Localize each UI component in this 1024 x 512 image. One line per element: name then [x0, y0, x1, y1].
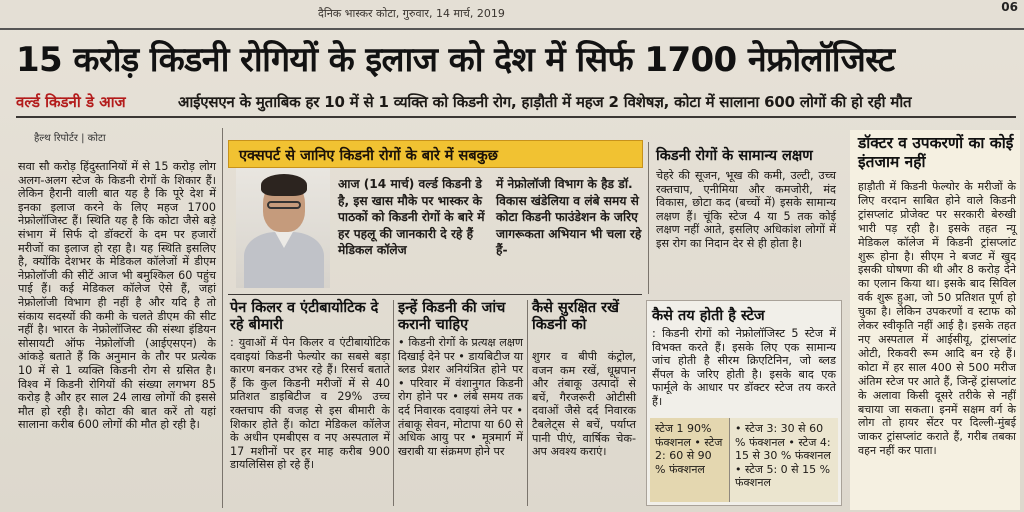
masthead-rule — [0, 28, 1024, 30]
pain-killer-body: : युवाओं में पेन किलर व एंटीबायोटिक दवाइयां किडनी फेल्योर का सबसे बड़ा कारण बनकर उभर रहे हैं। रिसर्च बताते हैं कि कुल किडनी मरीजों में से 40 प्रतिशत डाइबिटीज व 29% उच्च रक्तचाप की वजह से इस बीमारी के शिकार होते हैं। कोटा मेडिकल कॉलेज के अधीन एमबीएस व नए अस्पताल में 17 मशीनों पर हर माह करीब 900 डायलिसिस हो रहे हैं। — [230, 336, 390, 472]
column-divider — [222, 128, 223, 508]
safe-body: शुगर व बीपी कंट्रोल, वजन कम रखें, धूम्रपान और तंबाकू उत्पादों से बचें, गैरजरूरी ओटीसी दवाओं जैसे दर्द निवारक टैबलेट्स से बचें, पर्याप्त पानी पीएं, वार्षिक चेक-अप अवश्य कराएं। — [532, 350, 636, 459]
subheadline-rule — [16, 116, 1016, 118]
doctors-title: डॉक्टर व उपकरणों का कोई इंतजाम नहीं — [858, 134, 1014, 171]
pain-killer-section — [230, 300, 390, 472]
expert-intro-col2: में नेफ्रोलॉजी विभाग के हैड डॉ. विकास खंडेलिया व लंबे समय से कोटा किडनी फाउंडेशन के जरिए जागरूकता अभियान भी चला रहे हैं- — [496, 177, 642, 257]
stages-grid-left: स्टेज 1 90% फंक्शनल • स्टेज 2: 60 से 90 % फंक्शनल — [650, 418, 730, 502]
test-body: • किडनी रोगों के प्रत्यक्ष लक्षण दिखाई देने पर • डायबिटीज या ब्लड प्रेशर अनियंत्रित होने पर • परिवार में वंशानुगत किडनी रोग होने पर • लंबे समय तक दर्द निवारक दवाइयां लेने पर • तंबाकू सेवन, मोटापा या 60 से अधिक आयु पर • मूत्रमार्ग में खराबी या संक्रमण होने पर — [398, 336, 523, 458]
symptoms-section — [656, 148, 836, 251]
world-kidney-day-tag: वर्ल्ड किडनी डे आज — [16, 93, 126, 111]
stages-section — [652, 308, 836, 409]
main-headline: 15 करोड़ किडनी रोगियों के इलाज को देश में सिर्फ 1700 नेफ्रोलॉजिस्ट — [16, 40, 895, 80]
section-rule — [228, 294, 642, 295]
expert-photo — [236, 168, 330, 288]
stages-grid-right: • स्टेज 3: 30 से 60 % फंक्शनल • स्टेज 4: 15 से 30 % फंक्शनल • स्टेज 5: 0 से 15 % फंक्शनल — [730, 418, 838, 502]
stages-grid — [650, 418, 838, 502]
subheadline: आईएसएन के मुताबिक हर 10 में से 1 व्यक्ति को किडनी रोग, हाड़ौती में महज 2 विशेषज्ञ, कोटा में सालाना 600 लोगों की हो रही मौत — [178, 93, 912, 111]
symptoms-title: किडनी रोगों के सामान्य लक्षण — [656, 148, 813, 164]
expert-banner: एक्सपर्ट से जानिए किडनी रोगों के बारे में सबकुछ — [228, 140, 643, 168]
byline: हैल्थ रिपोर्टर | कोटा — [34, 133, 106, 144]
column-divider — [527, 300, 528, 506]
column-divider — [648, 142, 649, 294]
expert-intro-col1: आज (14 मार्च) वर्ल्ड किडनी डे है, इस खास मौके पर भास्कर के पाठकों को किडनी रोगों के बारे में हर पहलू की जानकारी दे रहे हैं मेडिकल कॉलेज — [338, 177, 485, 257]
masthead-dateline: दैनिक भास्कर कोटा, गुरुवार, 14 मार्च, 2019 — [318, 7, 505, 20]
page-number: 06 — [1001, 0, 1018, 14]
doctors-body: हाड़ौती में किडनी फेल्योर के मरीजों के लिए वरदान साबित होने वाले किडनी ट्रांसप्लांट प्रोजेक्ट पर सरकारी बेरुखी भारी पड़ रही है। इसके तहत न्यू मेडिकल कॉलेज में किडनी ट्रांसप्लांट शुरू होना है। सीएम ने बजट में खुद इसकी घोषणा की थी और 8 करोड़ देने का एलान किया था। इसके बाद सिविल वर्क शुरू हुआ, जो 50 प्रतिशत पूर्ण हो चुका है। लेकिन उपकरणों व स्टाफ को लेकर स्वीकृति नहीं आई है। इसके तहत नए अस्पताल में आईसीयू, ट्रांसप्लांट ओटी, रिकवरी रूम आदि बन रहे हैं। कोटा में हर साल 400 से 500 मरीज अंतिम स्टेज पर आते हैं, जिन्हें ट्रांसप्लांट के अलावा किसी दूसरे तरीके से नहीं बचाया जा सकता। इनमें सक्षम वर्ग के लोग तो हायर सेंटर पर दिल्ली-मुंबई जाकर ट्रांसप्लांट कराते हैं, गरीब तबका वहन नहीं कर पाता। — [858, 180, 1016, 458]
stages-body: : किडनी रोगों को नेफ्रोलॉजिस्ट 5 स्टेज में विभक्त करते हैं। इसके लिए एक सामान्य जांच होती है सीरम क्रिएटिनिन, जो ब्लड सैंपल के जरिए होती है। इसके बाद एक फार्मूले के आधार पर डॉक्टर स्टेज तय करते हैं। — [652, 327, 836, 408]
main-story-text: सवा सौ करोड़ हिंदुस्तानियों में से 15 करोड़ लोग अलग-अलग स्टेज के किडनी रोगों के शिकार हैं। लेकिन हैरानी वाली बात यह है कि पूरे देश में इनका इलाज करने के लिए महज 1700 नेफ्रोलॉजिस्ट हैं। स्थिति यह है कि कोटा जैसे बड़े संभाग में सिर्फ दो डॉक्टरों के दम पर हजारों मरीजों का इलाज हो रहा है। यह स्थिति इसलिए है, क्योंकि देशभर के मेडिकल कॉलेजों में डीएम नेफ्रोलॉजी की सीटें आज भी बमुश्किल 60 पहुंच पाई हैं। कई मेडिकल कॉलेज ऐसे हैं, जहां नेफ्रोलॉजी विभाग ही नहीं है और यदि है तो संकाय सदस्यों की कमी के चलते डीएम की सीट नहीं है। भारत के नेफ्रोलॉजिस्ट की संस्था इंडियन सोसायटी ऑफ नेफ्रोलॉजी (आईएसएन) के आंकड़े बताते हैं कि अनुमान के तौर पर प्रत्येक 10 में से 1 व्यक्ति किडनी रोग से ग्रसित है। विश्व में किडनी रोगियों की संख्या लगभग 85 करोड़ है और हर साल 24 लाख लोगों की इससे मौत हो रही है। कोटा की बात करें तो यहां सालाना करीब 600 लोगों की मौत हो रही है। — [18, 160, 216, 432]
safe-title: कैसे सुरक्षित रखें किडनी को — [532, 300, 619, 333]
test-section — [398, 300, 523, 458]
pain-killer-title: पेन किलर व एंटीबायोटिक दे रहे बीमारी — [230, 300, 379, 333]
masthead — [0, 0, 1024, 30]
stages-title: कैसे तय होती है स्टेज — [652, 308, 765, 324]
column-divider — [393, 300, 394, 506]
symptoms-body: चेहरे की सूजन, भूख की कमी, उल्टी, उच्च रक्तचाप, एनीमिया और कमजोरी, मंद विकास, छोटा कद (बच्चों में) इसके सामान्य लक्षण हैं। चूंकि स्टेज 4 या 5 तक कोई लक्षण नहीं आते, इसलिए अधिकांश लोगों में इस रोग का निदान देर से ही होता है। — [656, 169, 836, 250]
test-title: इन्हें किडनी की जांच करानी चाहिए — [398, 300, 506, 333]
